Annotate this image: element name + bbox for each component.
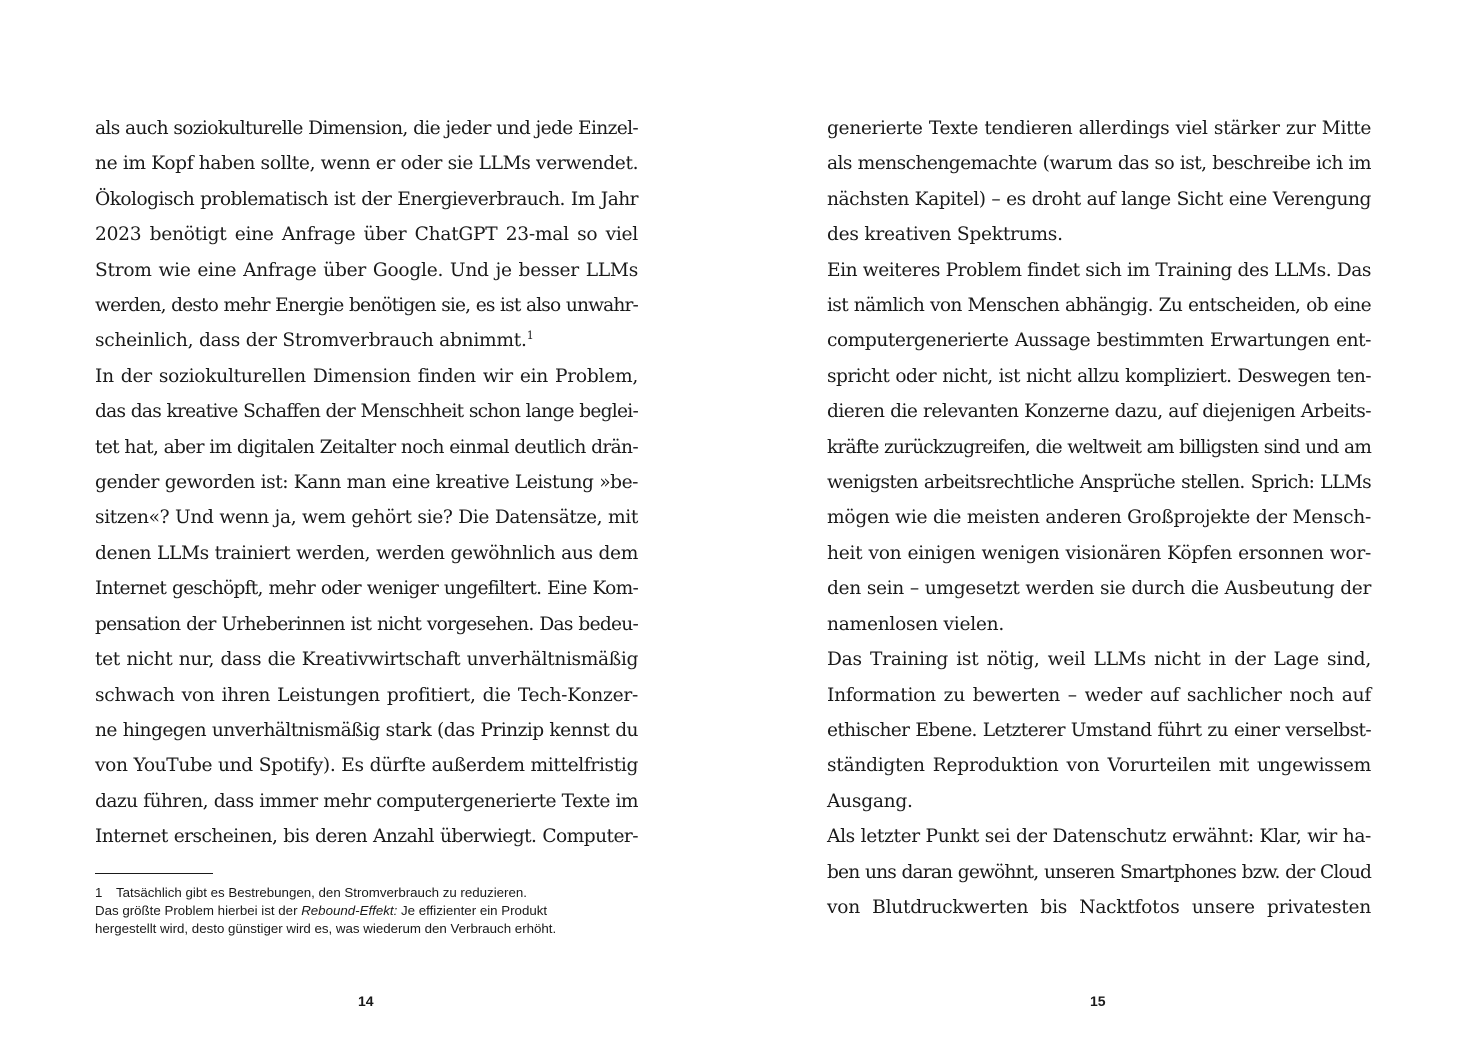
text-line: ständigten Reproduktion von Vorurteilen mit ungewissem — [827, 755, 1371, 777]
text-line-with-footnote — [95, 323, 638, 358]
footnote-marker[interactable]: 1 — [526, 329, 534, 343]
text-line: In der soziokulturellen Dimension finden wir ein Problem, — [95, 365, 638, 387]
text-line: Internet geschöpft, mehr oder weniger ungefiltert. Eine Kom- — [95, 578, 638, 600]
text-line-content: scheinlich, dass der Stromverbrauch abnimmt. — [95, 330, 527, 352]
text-line: das das kreative Schaffen der Menschheit schon lange beglei- — [95, 401, 638, 423]
text-line: nächsten Kapitel) – es droht auf lange Sicht eine Verengung — [827, 188, 1371, 210]
text-line: sitzen«? Und wenn ja, wem gehört sie? Die Datensätze, mit — [95, 507, 638, 529]
text-line: denen LLMs trainiert werden, werden gewöhnlich aus dem — [95, 542, 638, 564]
text-line: als menschengemachte (warum das so ist, beschreibe ich im — [827, 153, 1371, 175]
text-line: wenigsten arbeitsrechtliche Ansprüche stellen. Sprich: LLMs — [827, 472, 1371, 494]
footnote — [95, 884, 625, 938]
text-line: tet hat, aber im digitalen Zeitalter noch einmal deutlich drän- — [95, 436, 638, 458]
text-line: Internet erscheinen, bis deren Anzahl überwiegt. Computer- — [95, 826, 638, 848]
page-number: 14 — [358, 993, 374, 1009]
text-line: als auch soziokulturelle Dimension, die jeder und jede Einzel- — [95, 118, 638, 139]
left-page-body-text — [95, 111, 638, 855]
text-line: von YouTube und Spotify). Es dürfte außerdem mittelfristig — [95, 755, 638, 777]
footnote-line — [95, 884, 625, 902]
text-line: Ein weiteres Problem findet sich im Training des LLMs. Das — [827, 259, 1371, 281]
footnote-divider — [95, 873, 213, 874]
text-line: namenlosen vielen. — [827, 613, 1005, 635]
footnote-text: Je effizienter ein Produkt — [397, 903, 548, 918]
text-line: 2023 benötigt eine Anfrage über ChatGPT 23-mal so viel — [95, 224, 638, 246]
text-line: dieren die relevanten Konzerne dazu, auf diejenigen Arbeits- — [827, 401, 1371, 423]
text-line: Als letzter Punkt sei der Datenschutz erwähnt: Klar, wir ha- — [827, 826, 1371, 848]
text-line: generierte Texte tendieren allerdings viel stärker zur Mitte — [827, 118, 1371, 139]
text-line: computergenerierte Aussage bestimmten Erwartungen ent- — [827, 330, 1371, 352]
text-line: ben uns daran gewöhnt, unseren Smartphones bzw. der Cloud — [827, 861, 1371, 883]
footnote-emphasis: Rebound-Effekt: — [301, 903, 398, 918]
text-line: schwach von ihren Leistungen profitiert, die Tech-Konzer- — [95, 684, 638, 706]
text-line: mögen wie die meisten anderen Großprojekte der Mensch- — [827, 507, 1371, 529]
text-line: werden, desto mehr Energie benötigen sie, es ist also unwahr- — [95, 295, 638, 317]
text-line: Das Training ist nötig, weil LLMs nicht in der Lage sind, — [827, 649, 1371, 671]
text-line: dazu führen, dass immer mehr computergenerierte Texte im — [95, 790, 638, 812]
text-line: kräfte zurückzugreifen, die weltweit am billigsten sind und am — [827, 436, 1371, 458]
text-line: heit von einigen wenigen visionären Köpfen ersonnen wor- — [827, 542, 1371, 564]
text-line: des kreativen Spektrums. — [827, 224, 1063, 246]
footnote-text: Das größte Problem hierbei ist der — [95, 903, 302, 918]
text-line: Strom wie eine Anfrage über Google. Und je besser LLMs — [95, 259, 638, 281]
text-line: ne hingegen unverhältnismäßig stark (das Prinzip kennst du — [95, 719, 638, 741]
right-page-body-text — [827, 111, 1371, 925]
text-line: den sein – umgesetzt werden sie durch die Ausbeutung der — [827, 578, 1371, 600]
page-number: 15 — [1090, 993, 1106, 1009]
text-line: Ausgang. — [827, 790, 913, 812]
footnote-number: 1 — [95, 885, 103, 900]
text-line: ethischer Ebene. Letzterer Umstand führt zu einer verselbst- — [827, 719, 1371, 741]
footnote-line — [95, 902, 625, 920]
text-line: gender geworden ist: Kann man eine kreative Leistung »be- — [95, 472, 638, 494]
text-line: ist nämlich von Menschen abhängig. Zu entscheiden, ob eine — [827, 295, 1371, 317]
text-line: pensation der Urheberinnen ist nicht vorgesehen. Das bedeu- — [95, 613, 638, 635]
text-line: von Blutdruckwerten bis Nacktfotos unsere privatesten — [827, 896, 1371, 918]
footnote-text: Tatsächlich gibt es Bestrebungen, den Stromverbrauch zu reduzieren. — [116, 885, 527, 900]
text-line: ne im Kopf haben sollte, wenn er oder sie LLMs verwendet. — [95, 153, 639, 175]
left-page — [0, 0, 732, 1051]
text-line: spricht oder nicht, ist nicht allzu kompliziert. Deswegen ten- — [827, 365, 1371, 387]
text-line: tet nicht nur, dass die Kreativwirtschaft unverhältnismäßig — [95, 649, 638, 671]
right-page — [732, 0, 1465, 1051]
text-line: Ökologisch problematisch ist der Energieverbrauch. Im Jahr — [95, 188, 638, 210]
text-line: Information zu bewerten – weder auf sachlicher noch auf — [827, 684, 1371, 706]
footnote-line: hergestellt wird, desto günstiger wird es, was wiederum den Verbrauch erhöht. — [95, 921, 557, 936]
